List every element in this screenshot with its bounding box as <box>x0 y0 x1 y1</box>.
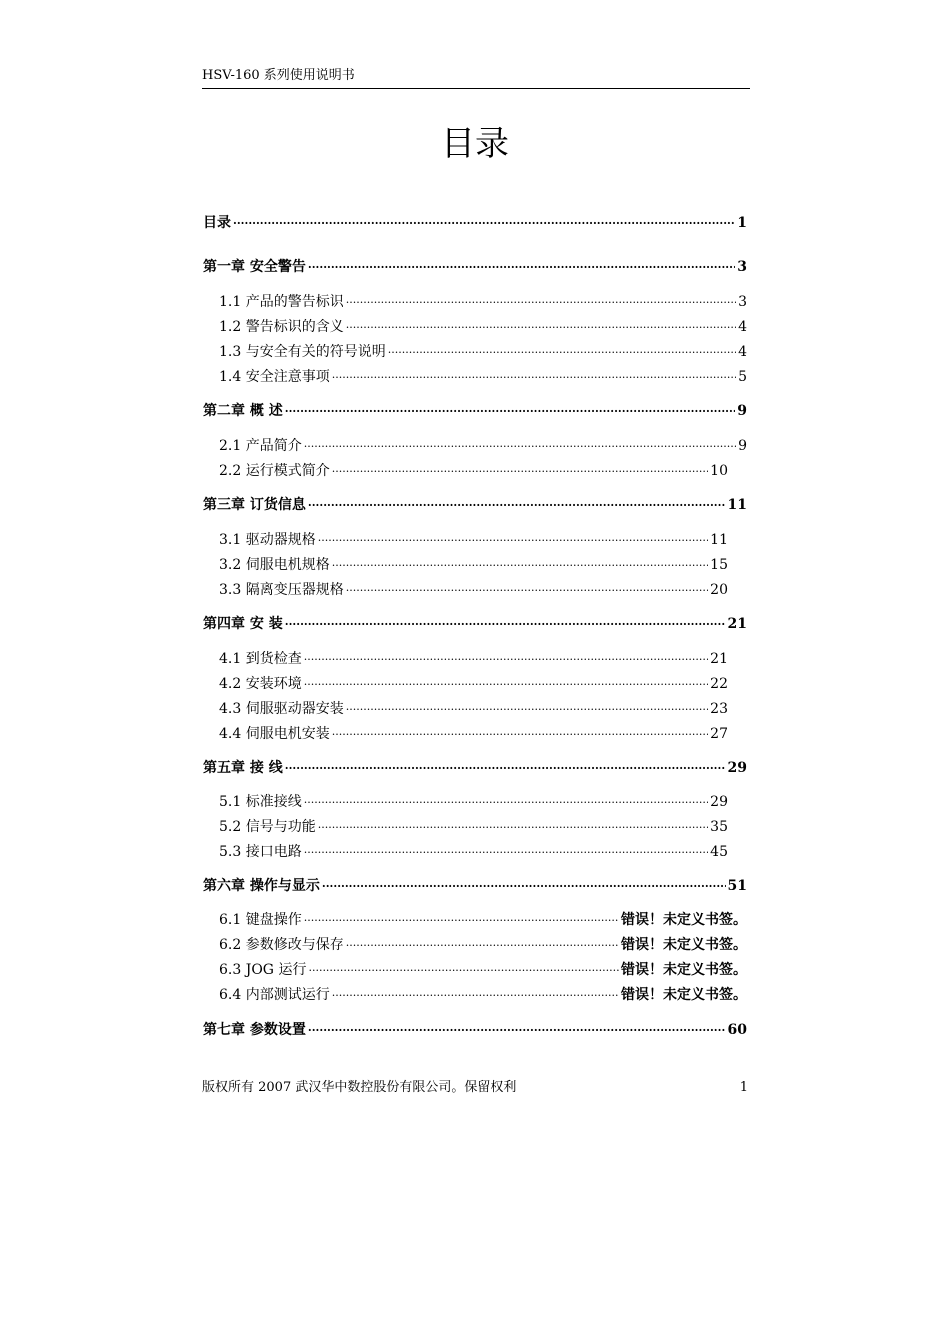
toc-entry-label: 第四章 安 装 <box>203 616 283 632</box>
toc-dot-leader <box>332 363 736 386</box>
toc-entry-page-number: 1 <box>737 215 747 231</box>
toc-entry-page-number: 20 <box>710 582 728 598</box>
toc-entry-label: 4.4 伺服电机安装 <box>219 726 330 742</box>
toc-entry-page-number: 29 <box>727 760 747 776</box>
toc-entry-label: 4.3 伺服驱动器安装 <box>219 701 344 717</box>
toc-entry-label: 5.3 接口电路 <box>219 844 302 860</box>
toc-dot-leader <box>308 956 619 979</box>
toc-entry-page-number: 22 <box>710 676 728 692</box>
toc-entry-page-number: 11 <box>727 497 747 513</box>
toc-entry[interactable] <box>219 841 728 863</box>
toc-dot-leader <box>346 576 708 599</box>
toc-entry[interactable] <box>219 984 747 1006</box>
toc-entry-label: 4.1 到货检查 <box>219 651 302 667</box>
toc-entry-page-number: 4 <box>738 319 747 335</box>
toc-entry-page-number: 10 <box>710 463 728 479</box>
footer-page-number: 1 <box>739 1080 748 1095</box>
toc-dot-leader <box>318 813 708 836</box>
toc-entry[interactable] <box>219 554 728 576</box>
toc-dot-leader <box>304 645 708 668</box>
toc-dot-leader <box>308 253 735 276</box>
toc-entry-page-number: 35 <box>710 819 728 835</box>
toc-entry-label: 第六章 操作与显示 <box>203 878 320 894</box>
header-text: HSV-160 系列使用说明书 <box>202 68 355 83</box>
toc-entry[interactable] <box>219 673 728 695</box>
toc-entry-page-number: 4 <box>738 344 747 360</box>
toc-entry-label: 3.1 驱动器规格 <box>219 532 316 548</box>
toc-entry-page-number: 3 <box>737 259 747 275</box>
toc-entry-label: 4.2 安装环境 <box>219 676 302 692</box>
toc-entry-label: 5.2 信号与功能 <box>219 819 316 835</box>
toc-entry-page-number: 27 <box>710 726 728 742</box>
toc-entry[interactable] <box>219 579 728 601</box>
toc-entry-label: 1.3 与安全有关的符号说明 <box>219 344 386 360</box>
toc-dot-leader <box>332 457 708 480</box>
toc-entry-label: 1.1 产品的警告标识 <box>219 294 344 310</box>
toc-entry-page-number: 29 <box>710 794 728 810</box>
toc-entry[interactable] <box>219 959 747 981</box>
toc-dot-leader <box>308 1016 726 1039</box>
toc-entry[interactable] <box>203 256 747 278</box>
toc-dot-leader <box>285 610 726 633</box>
toc-entry-page-number: 23 <box>710 701 728 717</box>
toc-entry-label: 2.2 运行模式简介 <box>219 463 330 479</box>
toc-entry-label: 1.2 警告标识的含义 <box>219 319 344 335</box>
toc-dot-leader <box>304 670 708 693</box>
toc-entry[interactable] <box>219 529 728 551</box>
toc-entry[interactable] <box>203 494 747 516</box>
toc-entry-label: 第五章 接 线 <box>203 760 283 776</box>
toc-entry-label: 6.1 键盘操作 <box>219 912 302 928</box>
toc-entry-label: 2.1 产品简介 <box>219 438 302 454</box>
toc-entry[interactable] <box>219 816 728 838</box>
toc-dot-leader <box>332 981 619 1004</box>
page-footer <box>202 1078 750 1098</box>
toc-entry-page-number: 60 <box>727 1022 747 1038</box>
toc-entry[interactable] <box>203 1019 747 1041</box>
toc-entry[interactable] <box>219 934 747 956</box>
toc-entry-label: 6.4 内部测试运行 <box>219 987 330 1003</box>
toc-entry[interactable] <box>203 212 747 234</box>
toc-entry[interactable] <box>219 460 728 482</box>
toc-entry-page-number: 9 <box>738 438 747 454</box>
toc-entry-label: 6.3 JOG 运行 <box>219 962 307 978</box>
toc-entry-label: 3.2 伺服电机规格 <box>219 557 330 573</box>
toc-entry-page-number: 错误！未定义书签。 <box>621 962 747 978</box>
toc-entry[interactable] <box>219 791 728 813</box>
toc-dot-leader <box>304 788 708 811</box>
toc-entry[interactable] <box>219 341 747 363</box>
toc-entry-label: 第一章 安全警告 <box>203 259 306 275</box>
toc-entry-label: 1.4 安全注意事项 <box>219 369 330 385</box>
toc-entry[interactable] <box>219 316 747 338</box>
toc-entry[interactable] <box>203 613 747 635</box>
toc-entry-page-number: 错误！未定义书签。 <box>621 912 747 928</box>
toc-entry-page-number: 3 <box>738 294 747 310</box>
toc-dot-leader <box>318 526 708 549</box>
toc-entry[interactable] <box>219 291 747 313</box>
toc-dot-leader <box>308 491 726 514</box>
toc-entry[interactable] <box>203 757 747 779</box>
toc-entry[interactable] <box>203 875 747 897</box>
toc-entry[interactable] <box>203 400 747 422</box>
toc-entry-label: 3.3 隔离变压器规格 <box>219 582 344 598</box>
toc-dot-leader <box>332 551 708 574</box>
toc-dot-leader <box>304 838 708 861</box>
toc-entry[interactable] <box>219 909 747 931</box>
toc-entry-page-number: 9 <box>737 403 747 419</box>
toc-entry-page-number: 51 <box>727 878 747 894</box>
page-title: 目录 <box>441 124 509 164</box>
toc-dot-leader <box>332 720 708 743</box>
toc-entry-label: 6.2 参数修改与保存 <box>219 937 344 953</box>
toc-entry[interactable] <box>219 648 728 670</box>
toc-dot-leader <box>304 432 736 455</box>
toc-entry[interactable] <box>219 366 747 388</box>
toc-entry-page-number: 15 <box>710 557 728 573</box>
toc-dot-leader <box>233 209 735 232</box>
toc-entry-page-number: 21 <box>710 651 728 667</box>
toc-dot-leader <box>304 906 619 929</box>
toc-entry-page-number: 11 <box>710 532 728 548</box>
toc-dot-leader <box>388 338 736 361</box>
toc-entry-page-number: 45 <box>710 844 728 860</box>
toc-entry-label: 目录 <box>203 215 231 231</box>
toc-entry-label: 第三章 订货信息 <box>203 497 306 513</box>
toc-entry-page-number: 5 <box>738 369 747 385</box>
toc-entry-label: 第二章 概 述 <box>203 403 283 419</box>
toc-entry-page-number: 错误！未定义书签。 <box>621 987 747 1003</box>
toc-dot-leader <box>285 397 736 420</box>
toc-entry[interactable] <box>219 723 728 745</box>
toc-dot-leader <box>346 695 708 718</box>
toc-entry[interactable] <box>219 435 747 457</box>
toc-entry[interactable] <box>219 698 728 720</box>
toc-dot-leader <box>346 931 619 954</box>
toc-entry-label: 第七章 参数设置 <box>203 1022 306 1038</box>
toc-dot-leader <box>322 872 726 895</box>
toc-entry-label: 5.1 标准接线 <box>219 794 302 810</box>
footer-text: 版权所有 2007 武汉华中数控股份有限公司。保留权利 <box>202 1080 517 1095</box>
toc-entry-page-number: 错误！未定义书签。 <box>621 937 747 953</box>
toc-dot-leader <box>346 313 736 336</box>
toc-dot-leader <box>285 754 726 777</box>
toc-dot-leader <box>346 288 736 311</box>
toc-entry-page-number: 21 <box>727 616 747 632</box>
